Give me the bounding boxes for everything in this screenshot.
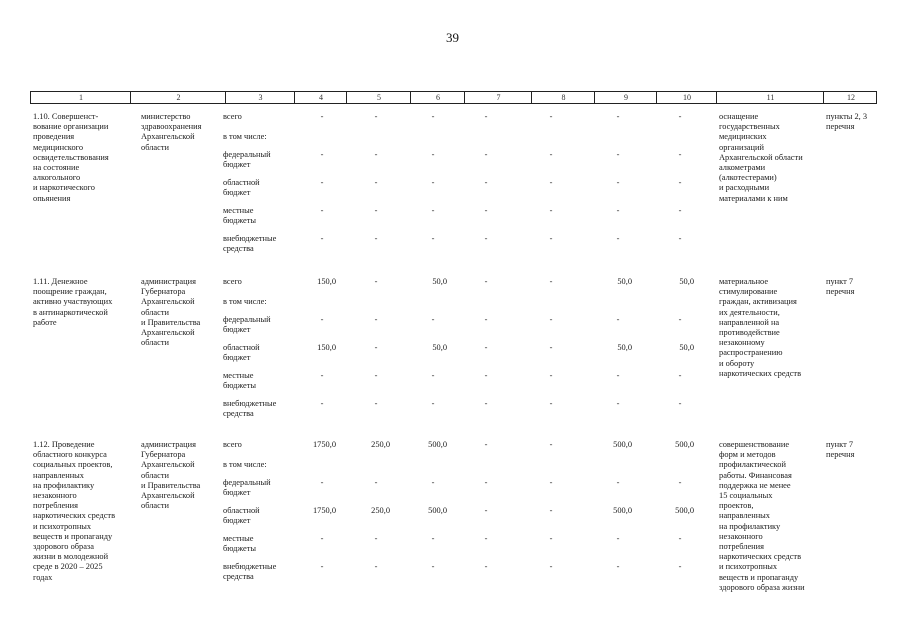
funding-value: -	[374, 150, 378, 159]
funding-value: -	[484, 234, 488, 243]
header-divider	[294, 92, 295, 103]
funding-value: -	[374, 178, 378, 187]
funding-source-label: федеральный бюджет	[223, 478, 271, 498]
table-header	[30, 91, 877, 104]
funding-value: -	[549, 206, 553, 215]
funding-source-label: внебюджетные средства	[223, 399, 277, 419]
funding-value: -	[616, 534, 620, 543]
funding-value: -	[484, 277, 488, 286]
executor: администрация Губернатора Архангельской области и Правительства Архангельской области	[141, 277, 201, 348]
header-col-10: 10	[683, 93, 691, 102]
funding-source-label: местные бюджеты	[223, 206, 257, 226]
funding-value: 50,0	[617, 343, 632, 352]
funding-value: -	[374, 234, 378, 243]
funding-value: 500,0	[428, 440, 447, 449]
funding-value: -	[678, 399, 682, 408]
funding-value: -	[374, 112, 378, 121]
funding-value: -	[678, 562, 682, 571]
funding-value: -	[616, 178, 620, 187]
funding-value: -	[374, 371, 378, 380]
funding-value: -	[616, 206, 620, 215]
funding-value: -	[678, 178, 682, 187]
funding-source-label: областной бюджет	[223, 178, 260, 198]
header-divider	[531, 92, 532, 103]
funding-value: -	[549, 562, 553, 571]
funding-value: 500,0	[613, 506, 632, 515]
funding-value: -	[320, 371, 324, 380]
funding-value: 500,0	[675, 440, 694, 449]
funding-source-label: федеральный бюджет	[223, 315, 271, 335]
funding-value: -	[616, 315, 620, 324]
header-divider	[716, 92, 717, 103]
funding-source-label: всего	[223, 112, 242, 121]
page-number: 39	[446, 30, 459, 45]
funding-value: -	[431, 206, 435, 215]
funding-source-label: в том числе:	[223, 460, 267, 469]
funding-value: 50,0	[432, 343, 447, 352]
header-col-4: 4	[319, 93, 323, 102]
header-divider	[594, 92, 595, 103]
funding-value: -	[320, 315, 324, 324]
funding-value: -	[431, 478, 435, 487]
header-divider	[130, 92, 131, 103]
funding-value: -	[678, 371, 682, 380]
funding-value: -	[484, 562, 488, 571]
funding-source-label: федеральный бюджет	[223, 150, 271, 170]
funding-value: -	[374, 206, 378, 215]
funding-source-label: областной бюджет	[223, 343, 260, 363]
funding-value: -	[549, 399, 553, 408]
header-divider	[410, 92, 411, 103]
basis-reference: пункт 7 перечня	[826, 277, 855, 297]
header-divider	[225, 92, 226, 103]
funding-value: -	[678, 478, 682, 487]
funding-source-label: местные бюджеты	[223, 371, 257, 391]
header-divider	[464, 92, 465, 103]
basis-reference: пункты 2, 3 перечня	[826, 112, 868, 132]
header-col-12: 12	[847, 93, 855, 102]
executor: администрация Губернатора Архангельской области и Правительства Архангельской области	[141, 440, 201, 511]
funding-value: -	[484, 178, 488, 187]
funding-value: -	[431, 178, 435, 187]
funding-value: 150,0	[317, 277, 336, 286]
funding-value: -	[320, 399, 324, 408]
expected-result: оснащение государственных медицинских организаций Архангельской области алкометрами (алкотестерами) и расходными материалами к ним	[719, 112, 803, 203]
funding-value: -	[616, 478, 620, 487]
header-col-2: 2	[176, 93, 181, 102]
funding-source-label: в том числе:	[223, 297, 267, 306]
funding-value: -	[549, 150, 553, 159]
funding-value: -	[549, 440, 553, 449]
funding-value: -	[549, 371, 553, 380]
funding-value: 500,0	[428, 506, 447, 515]
funding-value: 150,0	[317, 343, 336, 352]
funding-value: -	[484, 150, 488, 159]
funding-value: 1750,0	[312, 440, 336, 449]
funding-value: -	[484, 478, 488, 487]
funding-value: -	[374, 562, 378, 571]
expected-result: совершенствование форм и методов профилактической работы. Финансовая поддержка не менее 15 социальных проектов, направленных на профилактику незаконного потребления наркотических средств и психотропных веществ и пропаганду здорового образа жизни	[719, 440, 805, 592]
funding-value: 50,0	[679, 343, 694, 352]
funding-source-label: местные бюджеты	[223, 534, 257, 554]
header-divider	[656, 92, 657, 103]
header-col-11: 11	[766, 93, 775, 102]
funding-source-label: всего	[223, 277, 242, 286]
funding-source-label: всего	[223, 440, 242, 449]
funding-value: -	[616, 234, 620, 243]
funding-value: 1750,0	[312, 506, 336, 515]
funding-value: -	[484, 371, 488, 380]
funding-value: -	[374, 399, 378, 408]
funding-source-label: внебюджетные средства	[223, 234, 277, 254]
header-col-5: 5	[377, 93, 381, 102]
funding-value: -	[678, 234, 682, 243]
funding-value: -	[320, 478, 324, 487]
header-col-9: 9	[624, 93, 628, 102]
header-divider	[823, 92, 824, 103]
funding-value: -	[678, 112, 682, 121]
executor: министерство здравоохранения Архангельской области	[141, 112, 202, 152]
funding-value: -	[549, 315, 553, 324]
funding-value: -	[320, 206, 324, 215]
funding-source-label: внебюджетные средства	[223, 562, 277, 582]
funding-value: -	[320, 562, 324, 571]
funding-value: -	[484, 315, 488, 324]
activity-name: 1.10. Совершенст- вование организации проведения медицинского освидетельствования на состояние алкогольного и наркотического опьянения	[33, 112, 109, 203]
funding-value: -	[484, 506, 488, 515]
funding-value: -	[431, 534, 435, 543]
funding-value: -	[374, 315, 378, 324]
funding-value: -	[431, 315, 435, 324]
funding-value: -	[678, 534, 682, 543]
funding-value: -	[549, 112, 553, 121]
funding-value: -	[616, 150, 620, 159]
funding-value: -	[484, 343, 488, 352]
funding-value: -	[549, 234, 553, 243]
funding-value: -	[549, 534, 553, 543]
funding-value: -	[431, 371, 435, 380]
funding-value: -	[320, 150, 324, 159]
header-col-7: 7	[496, 93, 501, 102]
funding-value: -	[484, 440, 488, 449]
funding-value: -	[549, 178, 553, 187]
funding-value: 250,0	[371, 440, 390, 449]
funding-value: -	[549, 506, 553, 515]
funding-value: 500,0	[675, 506, 694, 515]
expected-result: материальное стимулирование граждан, активизация их деятельности, направленной на противодействие незаконному распространению и обороту наркотических средств	[719, 277, 802, 378]
funding-value: -	[616, 371, 620, 380]
funding-value: 500,0	[613, 440, 632, 449]
funding-value: -	[484, 534, 488, 543]
funding-value: -	[374, 277, 378, 286]
basis-reference: пункт 7 перечня	[826, 440, 855, 460]
funding-value: -	[484, 399, 488, 408]
funding-value: -	[484, 112, 488, 121]
funding-value: -	[320, 112, 324, 121]
funding-value: -	[374, 478, 378, 487]
funding-value: -	[616, 399, 620, 408]
header-col-6: 6	[436, 93, 440, 102]
funding-value: -	[320, 534, 324, 543]
funding-value: -	[678, 150, 682, 159]
funding-source-label: в том числе:	[223, 132, 267, 141]
header-col-1: 1	[79, 93, 83, 102]
funding-value: -	[616, 112, 620, 121]
funding-value: -	[374, 343, 378, 352]
funding-value: -	[431, 234, 435, 243]
funding-value: -	[374, 534, 378, 543]
funding-value: -	[549, 343, 553, 352]
funding-value: -	[431, 399, 435, 408]
funding-value: -	[678, 315, 682, 324]
funding-value: -	[320, 234, 324, 243]
activity-name: 1.12. Проведение областного конкурса социальных проектов, направленных на профилактику незаконного потребления наркотических средств и психотропных веществ и пропаганду здорового образа жизни в молодежной среде в 2020 – 2025 годах	[33, 440, 116, 582]
funding-value: -	[320, 178, 324, 187]
funding-value: 50,0	[679, 277, 694, 286]
funding-value: -	[616, 562, 620, 571]
funding-value: 250,0	[371, 506, 390, 515]
funding-value: -	[549, 277, 553, 286]
funding-value: -	[678, 206, 682, 215]
funding-value: 50,0	[617, 277, 632, 286]
activity-name: 1.11. Денежное поощрение граждан, активно участвующих в антинаркотической работе	[33, 277, 113, 327]
funding-value: -	[549, 478, 553, 487]
funding-source-label: областной бюджет	[223, 506, 260, 526]
header-col-8: 8	[561, 93, 566, 102]
header-divider	[346, 92, 347, 103]
funding-value: -	[431, 112, 435, 121]
header-col-3: 3	[258, 93, 263, 102]
funding-value: 50,0	[432, 277, 447, 286]
funding-value: -	[431, 562, 435, 571]
funding-value: -	[484, 206, 488, 215]
funding-value: -	[431, 150, 435, 159]
